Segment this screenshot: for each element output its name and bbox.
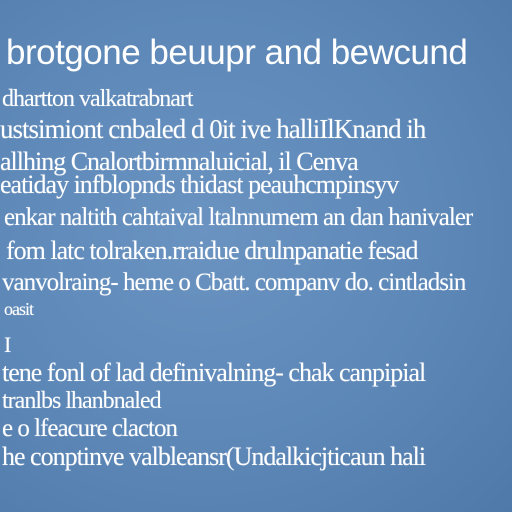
text-line: vanvolraing- heme o Cbatt. companv do. cintladsin [2, 269, 466, 296]
text-line: tene fonl of lad definivalning- chak canpipial [2, 358, 426, 387]
text-line: dhartton valkatrabnart [2, 86, 193, 112]
text-line: fom latc tolraken.rraidue drulnpanatie fesad [6, 236, 418, 265]
text-line: enkar naltith cahtaival ltalnnumem an dan hanivaler [4, 204, 473, 231]
text-line: he conptinve valbleansr(Undalkicjticaun hali [2, 442, 426, 471]
text-line: ustsimiont cnbaled d 0it ive halliIlKnand ih [0, 114, 426, 144]
text-line: tranlbs lhanbnaled [2, 388, 161, 414]
text-line: eatiday infblopnds thidast peauhcmpinsyv [0, 170, 399, 199]
text-line: e o lfeacure clacton [2, 415, 178, 442]
heading: brotgone beuupr and bewcund [6, 33, 468, 72]
text-line: oasit [4, 299, 33, 319]
text-line: I [4, 332, 11, 357]
text-line: allhing Cnalortbirmnaluicial, il Cenva [0, 147, 358, 176]
